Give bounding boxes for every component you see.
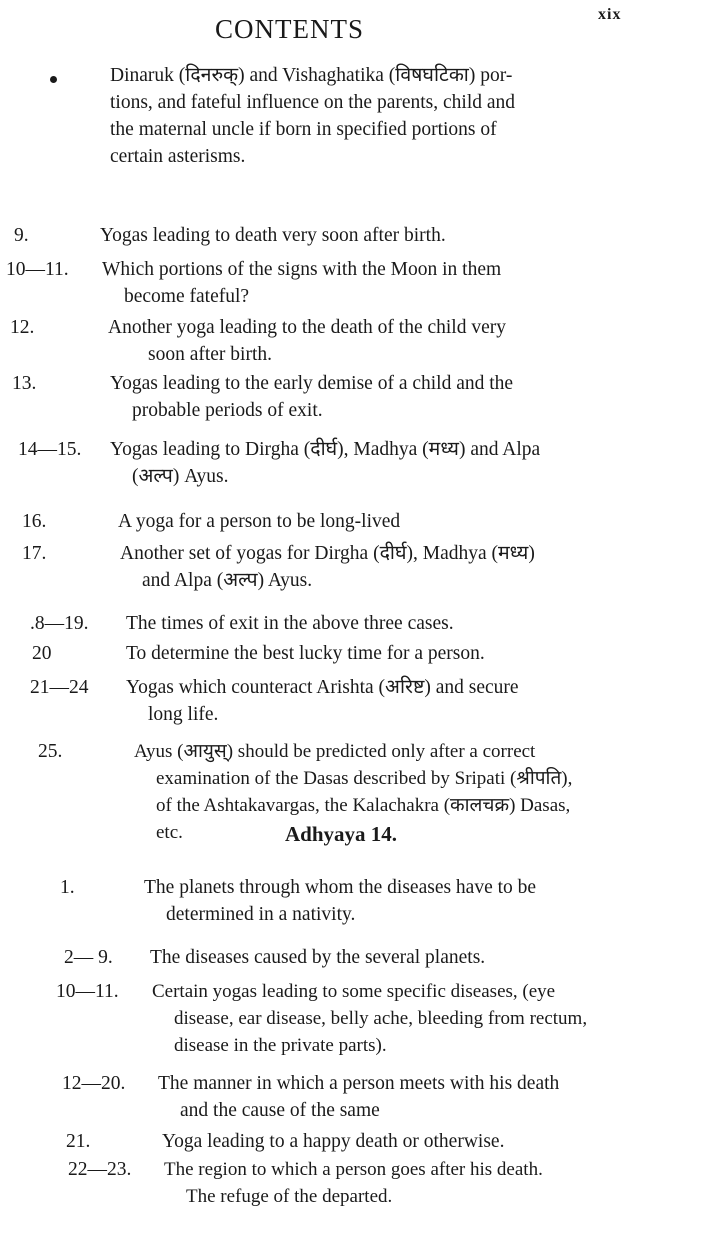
entry-line: Yogas which counteract Arishta (अरिष्ट) and secure — [126, 677, 519, 698]
entry-line: Dinaruk (दिनरुक्) and Vishaghatika (विषघटिका) por- — [110, 65, 513, 86]
entry-number: 10—11. — [6, 259, 69, 280]
entry-text — [102, 256, 501, 310]
entry-line: Yoga leading to a happy death or otherwise. — [162, 1131, 505, 1152]
entry-number: 9. — [14, 225, 29, 246]
entry-line: long life. — [148, 704, 219, 725]
entry-text — [164, 1156, 543, 1210]
entry-line: The times of exit in the above three cases. — [126, 613, 454, 634]
entry-text — [126, 610, 454, 637]
entry-number: 17. — [22, 543, 47, 564]
entry-line: A yoga for a person to be long-lived — [118, 511, 401, 532]
entry-text — [152, 978, 587, 1059]
entry-line: The refuge of the departed. — [186, 1186, 393, 1207]
entry-text — [100, 222, 446, 249]
entry-number: 21. — [66, 1131, 91, 1152]
bullet-mark — [50, 76, 57, 83]
entry-number: 16. — [22, 511, 47, 532]
entry-line: disease in the private parts). — [174, 1035, 387, 1056]
entry-number: 21—24 — [30, 677, 89, 698]
entry-number: 2— 9. — [64, 947, 113, 968]
entry-line: determined in a nativity. — [166, 904, 356, 925]
entry-line: tions, and fateful influence on the parents, child and — [110, 92, 516, 113]
entry-text — [118, 508, 400, 535]
entry-line: become fateful? — [124, 286, 250, 307]
entry-line: The manner in which a person meets with his death — [158, 1073, 560, 1094]
entry-number: 14—15. — [18, 439, 82, 460]
entry-line: The diseases caused by the several planets. — [150, 947, 486, 968]
entry-number: 25. — [38, 741, 63, 762]
entry-line: Yogas leading to death very soon after birth. — [100, 225, 446, 246]
entry-number: 1. — [60, 877, 75, 898]
entry-line: disease, ear disease, belly ache, bleeding from rectum, — [174, 1008, 588, 1029]
entry-line: probable periods of exit. — [132, 400, 323, 421]
page-title: CONTENTS — [215, 14, 364, 44]
entry-line: Yogas leading to Dirgha (दीर्घ), Madhya (मध्य) and Alpa — [110, 439, 541, 460]
entry-number: 20 — [32, 643, 52, 664]
entry-text — [150, 944, 485, 971]
entry-line: certain asterisms. — [110, 146, 246, 167]
entry-number: 10—11. — [56, 981, 119, 1002]
entry-line: Yogas leading to the early demise of a child and the — [110, 373, 514, 394]
entry-line: of the Ashtakavargas, the Kalachakra (कालचक्र) Dasas, — [156, 795, 571, 816]
entry-line: and Alpa (अल्प) Ayus. — [142, 570, 313, 591]
entry-number: 13. — [12, 373, 37, 394]
entry-line: examination of the Dasas described by Sripati (श्रीपति), — [156, 768, 573, 789]
entry-number: 12. — [10, 317, 35, 338]
section-heading: Adhyaya 14. — [285, 822, 398, 846]
entry-text — [126, 674, 519, 728]
entry-line: soon after birth. — [148, 344, 273, 365]
entry-text — [158, 1070, 559, 1124]
entry-line: Ayus (आयुस्) should be predicted only after a correct — [134, 741, 536, 762]
entry-line: Another set of yogas for Dirgha (दीर्घ), Madhya (मध्य) — [120, 543, 535, 564]
entry-line: etc. — [156, 822, 183, 843]
entry-text — [120, 540, 535, 594]
entry-number: .8—19. — [30, 613, 89, 634]
entry-number: 22—23. — [68, 1159, 132, 1180]
entry-text — [162, 1128, 504, 1155]
entry-line: The planets through whom the diseases have to be — [144, 877, 537, 898]
entry-text — [110, 62, 515, 170]
entry-number: 12—20. — [62, 1073, 126, 1094]
entry-text — [110, 436, 540, 490]
entry-line: The region to which a person goes after his death. — [164, 1159, 543, 1180]
entry-line: To determine the best lucky time for a person. — [126, 643, 485, 664]
entry-text — [110, 370, 513, 424]
page-number: xix — [598, 6, 622, 23]
entry-line: (अल्प) Ayus. — [132, 466, 229, 487]
entry-line: Another yoga leading to the death of the child very — [108, 317, 506, 338]
entry-line: and the cause of the same — [180, 1100, 380, 1121]
entry-line: the maternal uncle if born in specified portions of — [110, 119, 497, 140]
entry-line: Certain yogas leading to some specific diseases, (eye — [152, 981, 556, 1002]
entry-text — [108, 314, 506, 368]
entry-text — [126, 640, 485, 667]
entry-line: Which portions of the signs with the Moon in them — [102, 259, 502, 280]
entry-text — [144, 874, 536, 928]
